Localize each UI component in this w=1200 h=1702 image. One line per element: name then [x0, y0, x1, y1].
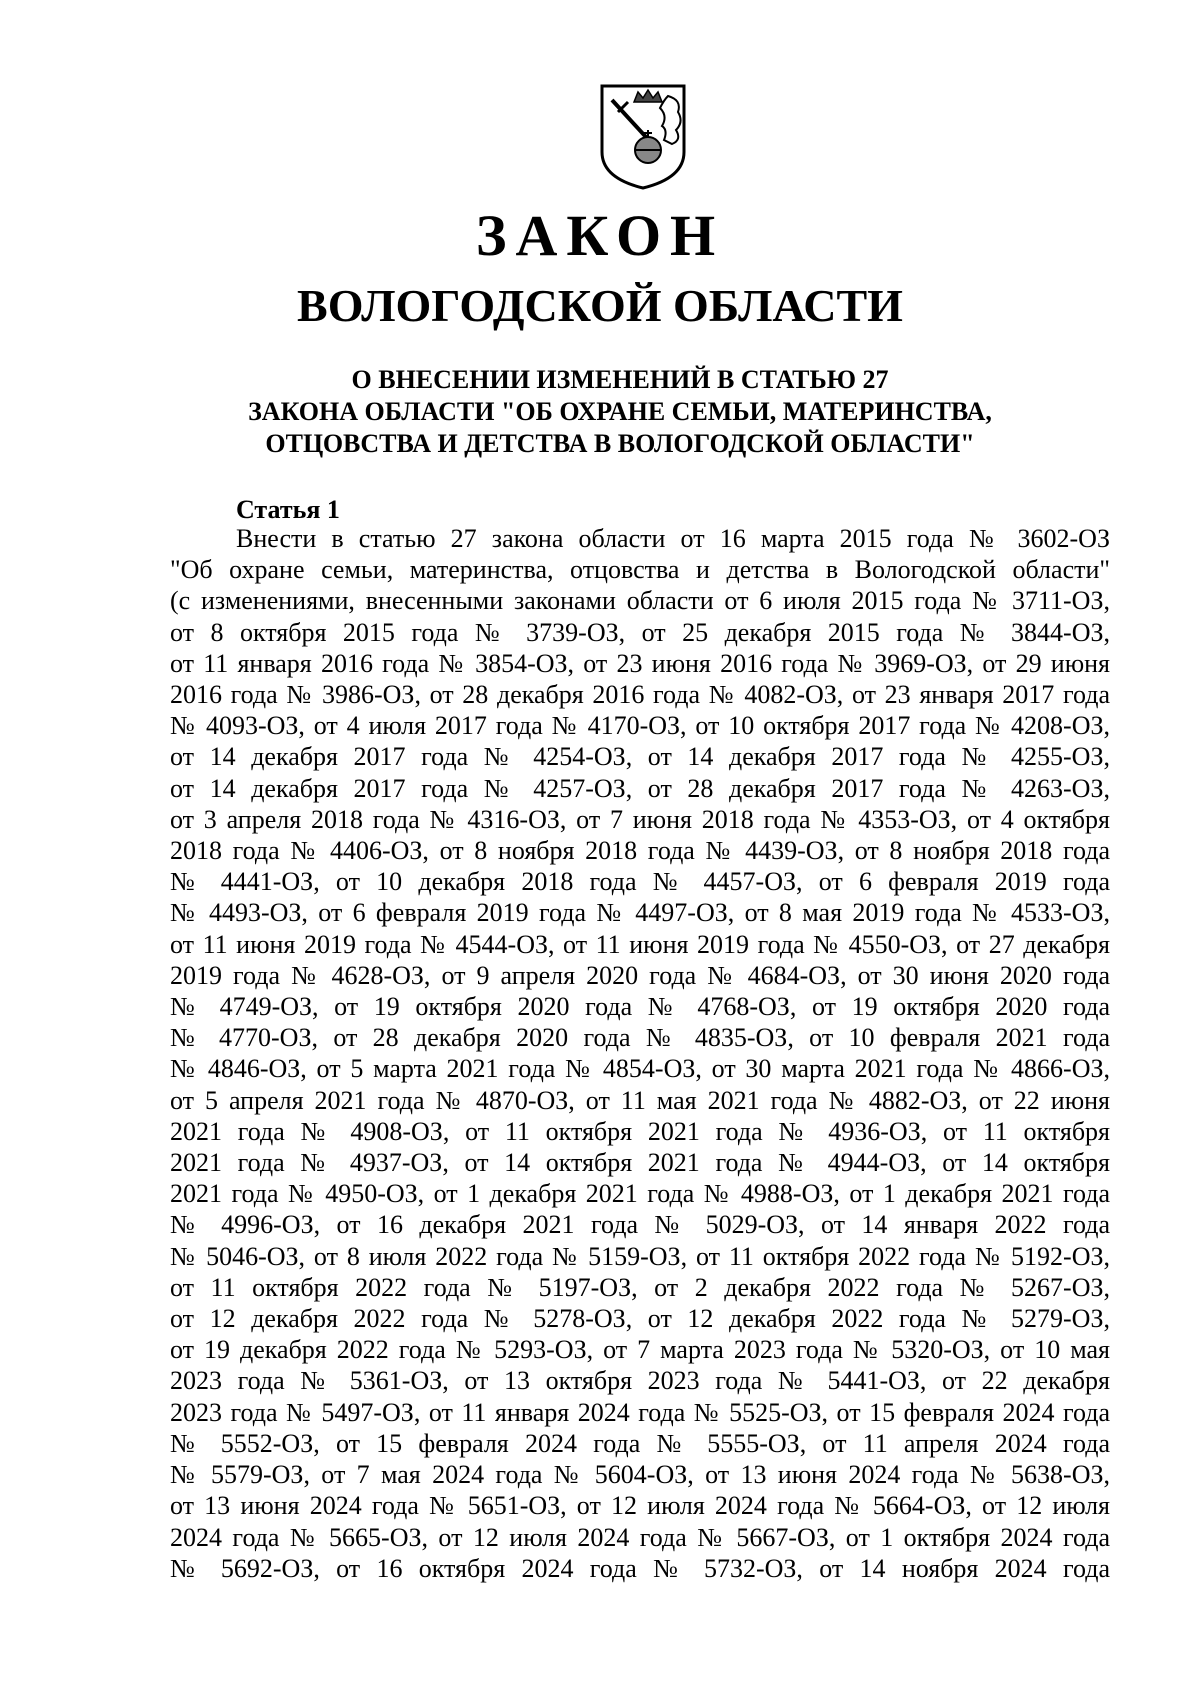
- body-line: (с изменениями, внесенными законами области от 6 июля 2015 года № 3711-ОЗ,: [170, 586, 1110, 616]
- body-line: от 14 декабря 2017 года № 4254-ОЗ, от 14 декабря 2017 года № 4255-ОЗ,: [170, 742, 1110, 772]
- body-line: № 4093-ОЗ, от 4 июля 2017 года № 4170-ОЗ, от 10 октября 2017 года № 4208-ОЗ,: [170, 711, 1110, 741]
- body-line: от 3 апреля 2018 года № 4316-ОЗ, от 7 июня 2018 года № 4353-ОЗ, от 4 октября: [170, 804, 1110, 834]
- body-line: 2016 года № 3986-ОЗ, от 28 декабря 2016 года № 4082-ОЗ, от 23 января 2017 года: [170, 680, 1110, 710]
- body-line: от 5 апреля 2021 года № 4870-ОЗ, от 11 мая 2021 года № 4882-ОЗ, от 22 июня: [170, 1085, 1110, 1115]
- body-line: "Об охране семьи, материнства, отцовства и детства в Вологодской области": [170, 555, 1110, 585]
- law-title: ЗАКОН: [475, 203, 725, 268]
- body-line: 2023 года № 5497-ОЗ, от 11 января 2024 года № 5525-ОЗ, от 15 февраля 2024 года: [170, 1397, 1110, 1427]
- article-body: [170, 523, 1110, 1584]
- body-line: № 4493-ОЗ, от 6 февраля 2019 года № 4497-ОЗ, от 8 мая 2019 года № 4533-ОЗ,: [170, 898, 1110, 928]
- body-line: № 5552-ОЗ, от 15 февраля 2024 года № 5555-ОЗ, от 11 апреля 2024 года: [170, 1428, 1110, 1458]
- body-line: от 13 июня 2024 года № 5651-ОЗ, от 12 июля 2024 года № 5664-ОЗ, от 12 июля: [170, 1491, 1110, 1521]
- body-line: № 4996-ОЗ, от 16 декабря 2021 года № 5029-ОЗ, от 14 января 2022 года: [170, 1210, 1110, 1240]
- body-line: от 14 декабря 2017 года № 4257-ОЗ, от 28 декабря 2017 года № 4263-ОЗ,: [170, 773, 1110, 803]
- body-line: № 5046-ОЗ, от 8 июля 2022 года № 5159-ОЗ, от 11 октября 2022 года № 5192-ОЗ,: [170, 1241, 1110, 1271]
- body-line: 2024 года № 5665-ОЗ, от 12 июля 2024 года № 5667-ОЗ, от 1 октября 2024 года: [170, 1522, 1110, 1552]
- body-line: от 11 января 2016 года № 3854-ОЗ, от 23 июня 2016 года № 3969-ОЗ, от 29 июня: [170, 648, 1110, 678]
- body-line: от 12 декабря 2022 года № 5278-ОЗ, от 12 декабря 2022 года № 5279-ОЗ,: [170, 1304, 1110, 1334]
- body-line: Внести в статью 27 закона области от 16 марта 2015 года № 3602-ОЗ: [236, 524, 1110, 553]
- body-line: от 11 октября 2022 года № 5197-ОЗ, от 2 декабря 2022 года № 5267-ОЗ,: [170, 1272, 1110, 1302]
- body-line: 2023 года № 5361-ОЗ, от 13 октября 2023 года № 5441-ОЗ, от 22 декабря: [170, 1366, 1110, 1396]
- region-title: ВОЛОГОДСКОЙ ОБЛАСТИ: [297, 280, 903, 331]
- body-line: № 4749-ОЗ, от 19 октября 2020 года № 4768-ОЗ, от 19 октября 2020 года: [170, 992, 1110, 1022]
- body-line: № 5692-ОЗ, от 16 октября 2024 года № 5732-ОЗ, от 14 ноября 2024 года: [170, 1553, 1110, 1583]
- body-line: 2018 года № 4406-ОЗ, от 8 ноября 2018 года № 4439-ОЗ, от 8 ноября 2018 года: [170, 836, 1110, 866]
- document-title-line: ОТЦОВСТВА И ДЕТСТВА В ВОЛОГОДСКОЙ ОБЛАСТИ": [265, 429, 975, 458]
- body-line: № 4846-ОЗ, от 5 марта 2021 года № 4854-ОЗ, от 30 марта 2021 года № 4866-ОЗ,: [170, 1054, 1110, 1084]
- body-line: № 4441-ОЗ, от 10 декабря 2018 года № 4457-ОЗ, от 6 февраля 2019 года: [170, 867, 1110, 897]
- body-line: от 11 июня 2019 года № 4544-ОЗ, от 11 июня 2019 года № 4550-ОЗ, от 27 декабря: [170, 929, 1110, 959]
- body-line: от 8 октября 2015 года № 3739-ОЗ, от 25 декабря 2015 года № 3844-ОЗ,: [170, 617, 1110, 647]
- coat-of-arms-emblem: [598, 82, 688, 192]
- body-line: № 5579-ОЗ, от 7 мая 2024 года № 5604-ОЗ, от 13 июня 2024 года № 5638-ОЗ,: [170, 1460, 1110, 1490]
- body-line: 2021 года № 4950-ОЗ, от 1 декабря 2021 года № 4988-ОЗ, от 1 декабря 2021 года: [170, 1179, 1110, 1209]
- body-line: 2021 года № 4937-ОЗ, от 14 октября 2021 года № 4944-ОЗ, от 14 октября: [170, 1148, 1110, 1178]
- article-heading: Статья 1: [236, 495, 340, 524]
- body-line: от 19 декабря 2022 года № 5293-ОЗ, от 7 марта 2023 года № 5320-ОЗ, от 10 мая: [170, 1335, 1110, 1365]
- body-line: 2019 года № 4628-ОЗ, от 9 апреля 2020 года № 4684-ОЗ, от 30 июня 2020 года: [170, 960, 1110, 990]
- body-line: 2021 года № 4908-ОЗ, от 11 октября 2021 года № 4936-ОЗ, от 11 октября: [170, 1116, 1110, 1146]
- document-title: [160, 364, 1080, 460]
- document-title-line: О ВНЕСЕНИИ ИЗМЕНЕНИЙ В СТАТЬЮ 27: [351, 365, 889, 394]
- body-line: № 4770-ОЗ, от 28 декабря 2020 года № 4835-ОЗ, от 10 февраля 2021 года: [170, 1023, 1110, 1053]
- document-title-line: ЗАКОНА ОБЛАСТИ "ОБ ОХРАНЕ СЕМЬИ, МАТЕРИНСТВА,: [248, 397, 992, 426]
